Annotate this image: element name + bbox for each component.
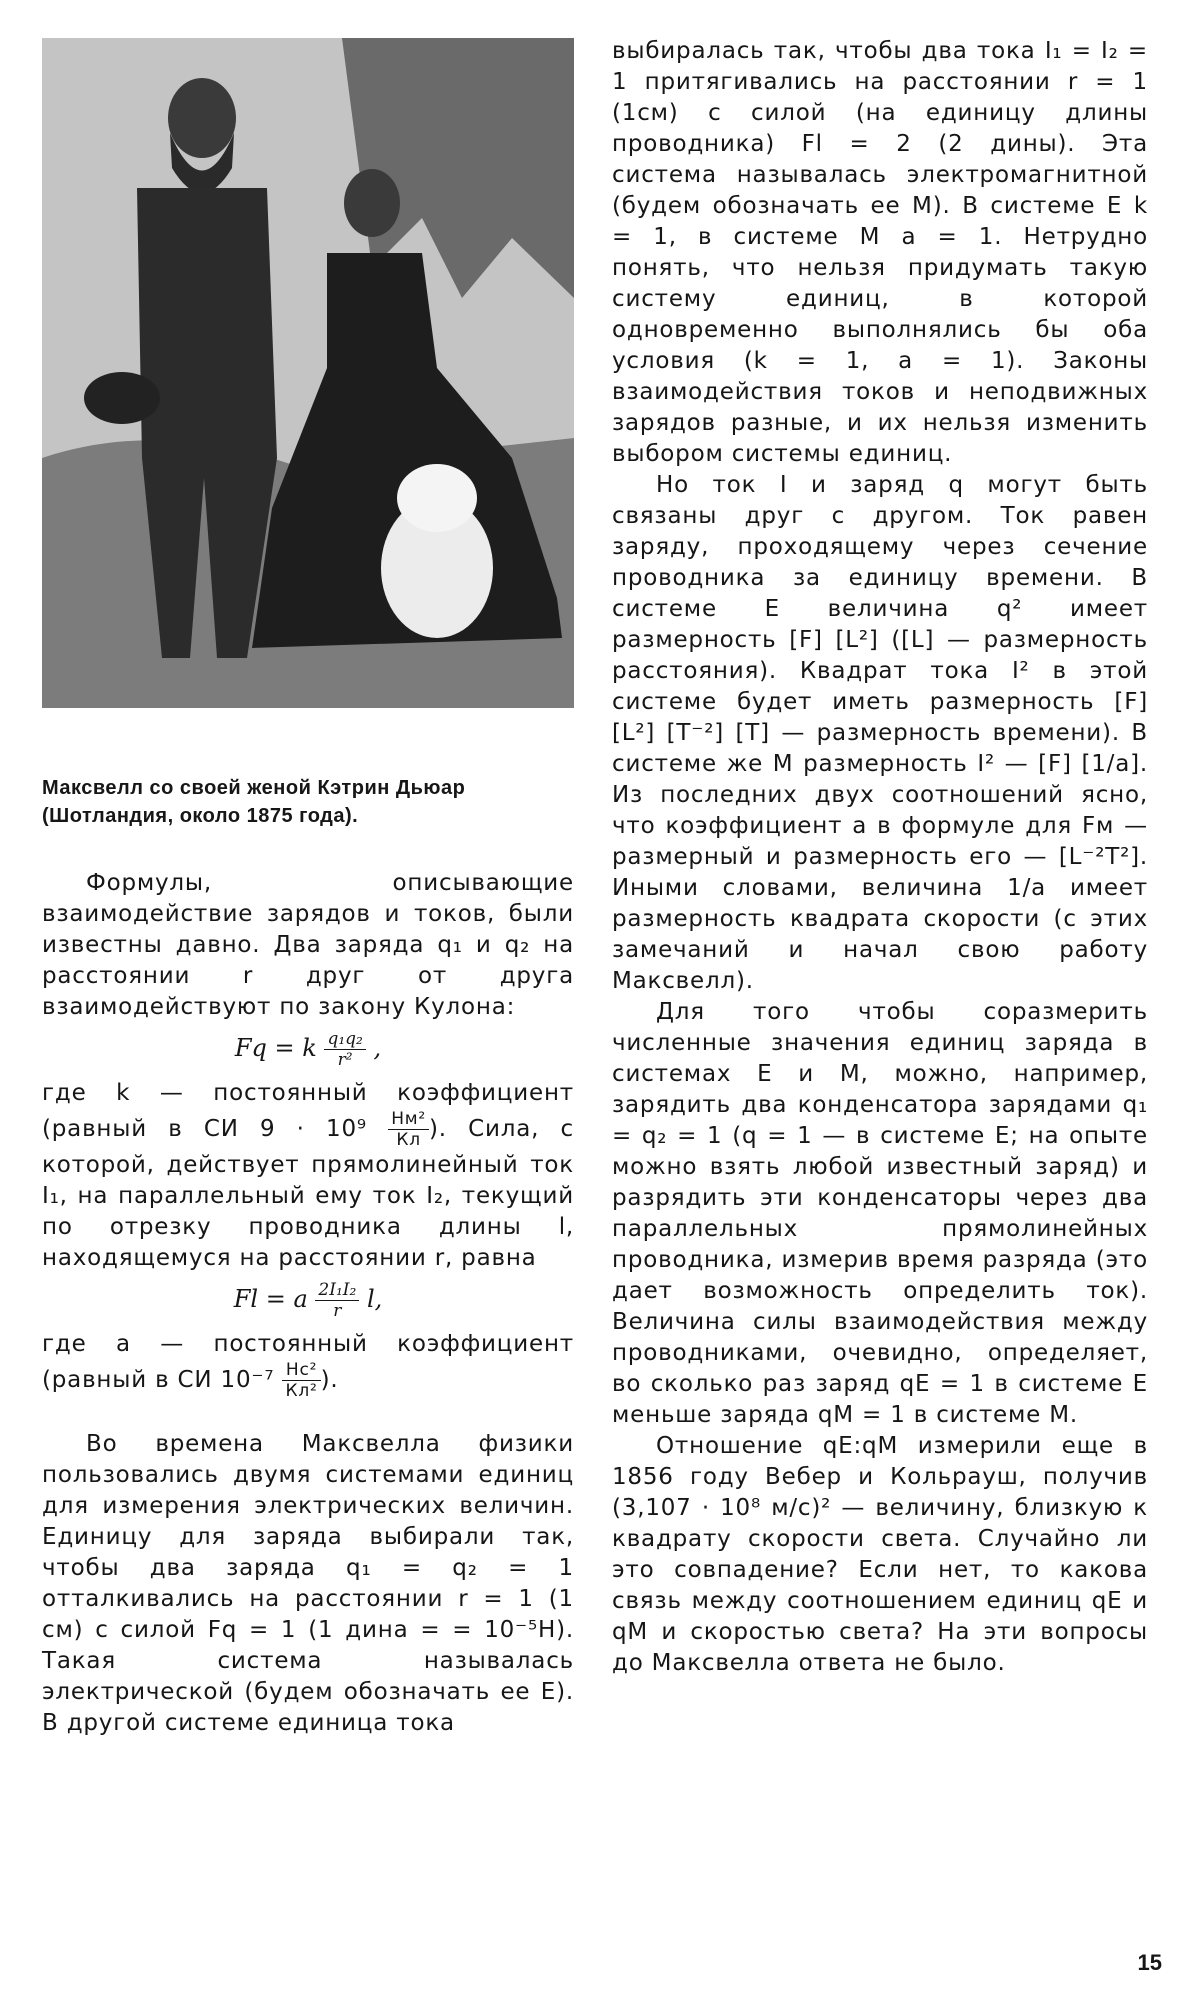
- unit-numerator: Нс²: [282, 1360, 320, 1381]
- formula-lhs: Fq = k: [234, 1034, 317, 1062]
- text-a-end: ).: [320, 1367, 339, 1393]
- formula-denominator: r: [333, 1301, 342, 1321]
- formula-fraction: [315, 1280, 359, 1321]
- unit-fraction-a: [282, 1360, 320, 1401]
- formula-fraction: [324, 1029, 365, 1070]
- paragraph-coefficient-k: [42, 1078, 574, 1274]
- paragraph-unit-systems: Во времена Максвелла физики пользовались двумя системами единиц для измерения электрических величин. Единицу для заряда выбирали так, чтобы два заряда q₁ = q₂ = 1 отталкивались на расстоянии r = 1 (1 см) с силой Fq = 1 (1 дина = = 10⁻⁵Н). Такая система называлась электрической (будем обозначать ее Е). В другой системе единица тока: [42, 1431, 574, 1736]
- formula-numerator: 2I₁I₂: [315, 1280, 359, 1301]
- text-k-end: ). Сила, с которой, действует прямолинейный ток I₁, на параллельный ему ток I₂, текущий по отрезку проводника длины l, находящемуся на расстоянии r, равна: [42, 1116, 574, 1271]
- coulomb-formula: [42, 1029, 574, 1070]
- unit-fraction-k: [388, 1109, 429, 1150]
- unit-denominator: Кл: [396, 1130, 421, 1150]
- photo-illustration: [42, 38, 574, 708]
- right-column: [612, 36, 1148, 1679]
- text-k-start: где k — постоянный коэффициент (равный в СИ 9 · 10⁹: [42, 1080, 574, 1142]
- unit-denominator: Кл²: [285, 1381, 318, 1401]
- page-number: 15: [1137, 1950, 1162, 1975]
- unit-numerator: Нм²: [388, 1109, 429, 1130]
- photo-caption: Максвелл со своей женой Кэтрин Дьюар (Шотландия, около 1875 года).: [42, 777, 466, 827]
- paragraph-weber-kohlrausch: Отношение qЕ:qМ измерили еще в 1856 году Вебер и Кольрауш, получив (3,107 · 10⁸ м/с)² — величину, близкую к квадрату скорости света. Случайно ли это совпадение? Если нет, то какова связь между соотношением единиц qЕ и qМ и скоростью света? На эти вопросы до Максвелла ответа не было.: [612, 1433, 1148, 1676]
- paragraph-coefficient-a: [42, 1329, 574, 1401]
- historical-photograph: [42, 38, 574, 708]
- formula-tail: ,: [373, 1034, 382, 1062]
- paragraph-dimensions: Но ток I и заряд q могут быть связаны друг с другом. Ток равен заряду, проходящему через сечение проводника за единицу времени. В системе Е величина q² имеет размерность [F] [L²] ([L] — размерность расстояния). Квадрат тока I² в этой системе будет иметь размерность [F] [L²] [T⁻²] [T] — размерность времени). В системе же М размерность I² — [F] [1/a]. Из последних двух соотношений ясно, что коэффициент a в формуле для Fм — размерный и размерность его — [L⁻²T²]. Иными словами, величина 1/a имеет размерность квадрата скорости (с этих замечаний и начал свою работу Максвелл).: [612, 472, 1148, 994]
- text-a-start: где a — постоянный коэффициент (равный в СИ 10⁻⁷: [42, 1331, 574, 1393]
- formula-tail: l,: [366, 1285, 383, 1313]
- formula-denominator: r²: [337, 1050, 353, 1070]
- left-column: [42, 868, 574, 1739]
- formula-lhs: Fl = a: [233, 1285, 308, 1313]
- formula-numerator: q₁q₂: [324, 1029, 365, 1050]
- paragraph-em-system: выбиралась так, чтобы два тока I₁ = I₂ = 1 притягивались на расстоянии r = 1 (1см) с силой (на единицу длины проводника) Fl = 2 (2 дины). Эта система называлась электромагнитной (будем обозначать ее М). В системе Е k = 1, в системе М a = 1. Нетрудно понять, что нельзя придумать такую систему единиц, в которой одновременно выполнялись бы оба условия (k = 1, a = 1). Законы взаимодействия токов и неподвижных зарядов разные, и их нельзя изменить выбором системы единиц.: [612, 38, 1148, 467]
- paragraph-capacitors: Для того чтобы соразмерить численные значения единиц заряда в системах Е и М, можно, например, зарядить два конденсатора зарядами q₁ = q₂ = 1 (q = 1 — в системе Е; на опыте можно взять любой известный заряд) и разрядить эти конденсаторы через два параллельных прямолинейных проводника, измерив время разряда (это дает возможность определить ток). Величина силы взаимодействия между проводниками, очевидно, определяет, во сколько раз заряд qЕ = 1 в системе Е меньше заряда qМ = 1 в системе М.: [612, 999, 1148, 1428]
- paragraph-coulomb: Формулы, описывающие взаимодействие зарядов и токов, были известны давно. Два заряда q₁ и q₂ на расстоянии r друг от друга взаимодействуют по закону Кулона:: [42, 870, 574, 1020]
- ampere-formula: [42, 1280, 574, 1321]
